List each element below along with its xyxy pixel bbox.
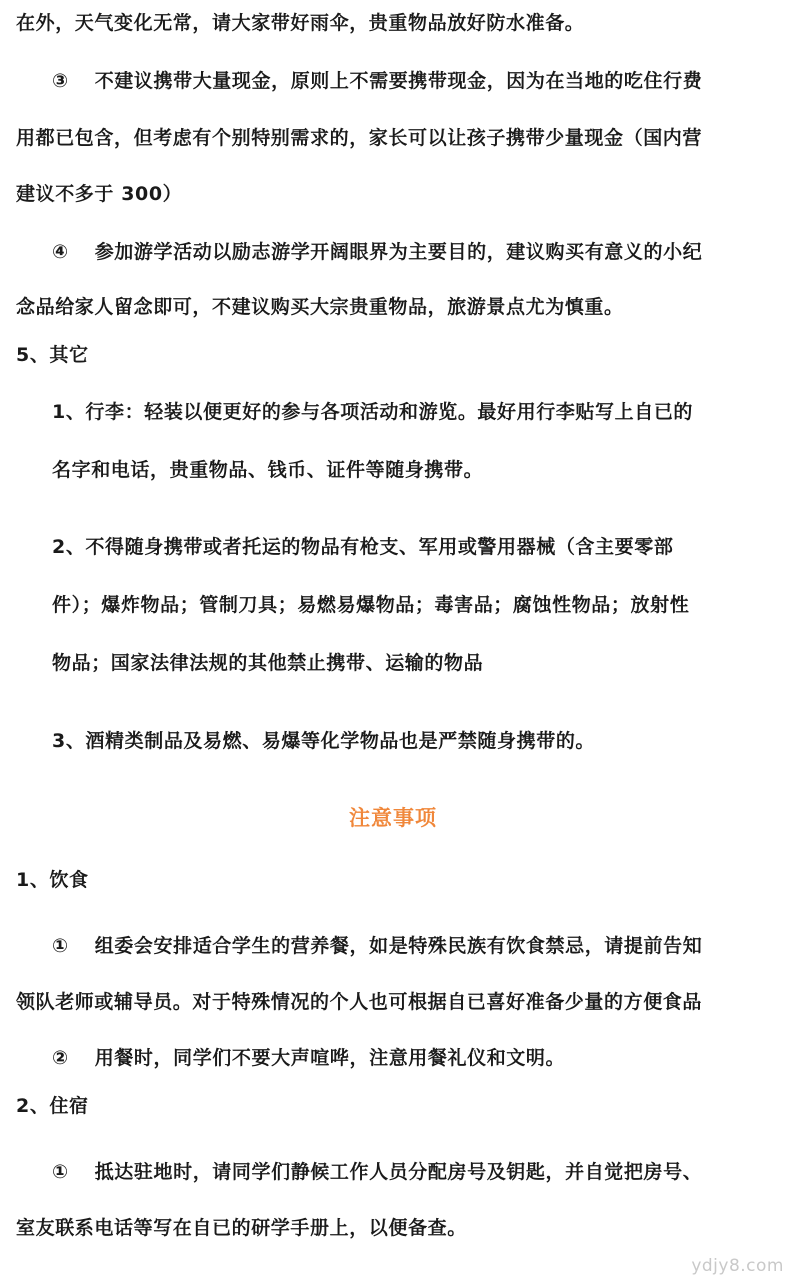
paragraph-line: 念品给家人留念即可，不建议购买大宗贵重物品，旅游景点尤为慎重。 [16, 296, 624, 318]
list-item-text: 不建议携带大量现金，原则上不需要携带现金，因为在当地的吃住行费 [94, 70, 703, 92]
circled-number-2: ② [52, 1047, 69, 1069]
paragraph-line: 建议不多于 300） [16, 183, 183, 205]
paragraph-line: 室友联系电话等写在自已的研学手册上，以便备查。 [16, 1217, 467, 1239]
paragraph-line: 2、不得随身携带或者托运的物品有枪支、军用或警用器械（含主要零部 [52, 536, 674, 558]
section-title: 5、其它 [16, 344, 89, 366]
list-item-marker [52, 240, 702, 264]
subsection-title-food: 1、饮食 [16, 869, 89, 891]
paragraph-line: 名字和电话，贵重物品、钱币、证件等随身携带。 [52, 459, 484, 481]
paragraph-line: 在外，天气变化无常，请大家带好雨伞，贵重物品放好防水准备。 [16, 12, 585, 34]
circled-number-1: ① [52, 1161, 69, 1183]
list-item-text: 参加游学活动以励志游学开阔眼界为主要目的，建议购买有意义的小纪 [94, 241, 703, 263]
list-item-marker [52, 1160, 702, 1184]
circled-number-3: ③ [52, 70, 69, 92]
list-item-text: 组委会安排适合学生的营养餐，如是特殊民族有饮食禁忌，请提前告知 [94, 935, 703, 957]
paragraph-line: 物品；国家法律法规的其他禁止携带、运输的物品 [52, 652, 484, 674]
paragraph-line: 领队老师或辅导员。对于特殊情况的个人也可根据自已喜好准备少量的方便食品 [16, 991, 703, 1013]
list-item-text: 抵达驻地时，请同学们静候工作人员分配房号及钥匙，并自觉把房号、 [94, 1161, 703, 1183]
site-watermark: ydjy8.com [691, 1256, 784, 1276]
subsection-title-lodging: 2、住宿 [16, 1095, 89, 1117]
paragraph-line: 1、行李：轻装以便更好的参与各项活动和游览。最好用行李贴写上自已的 [52, 401, 694, 423]
paragraph-line: 用都已包含，但考虑有个别特别需求的，家长可以让孩子携带少量现金（国内营 [16, 127, 703, 149]
list-item-text: 用餐时，同学们不要大声喧哗，注意用餐礼仪和文明。 [94, 1047, 566, 1069]
list-item-marker [52, 69, 702, 93]
paragraph-line: 3、酒精类制品及易燃、易爆等化学物品也是严禁随身携带的。 [52, 730, 596, 752]
notices-heading: 注意事项 [349, 806, 437, 830]
paragraph-line: 件）；爆炸物品；管制刀具；易燃易爆物品；毒害品；腐蚀性物品；放射性 [52, 594, 690, 616]
list-item-marker [52, 1046, 565, 1070]
list-item-marker [52, 934, 702, 958]
circled-number-1: ① [52, 935, 69, 957]
circled-number-4: ④ [52, 241, 69, 263]
